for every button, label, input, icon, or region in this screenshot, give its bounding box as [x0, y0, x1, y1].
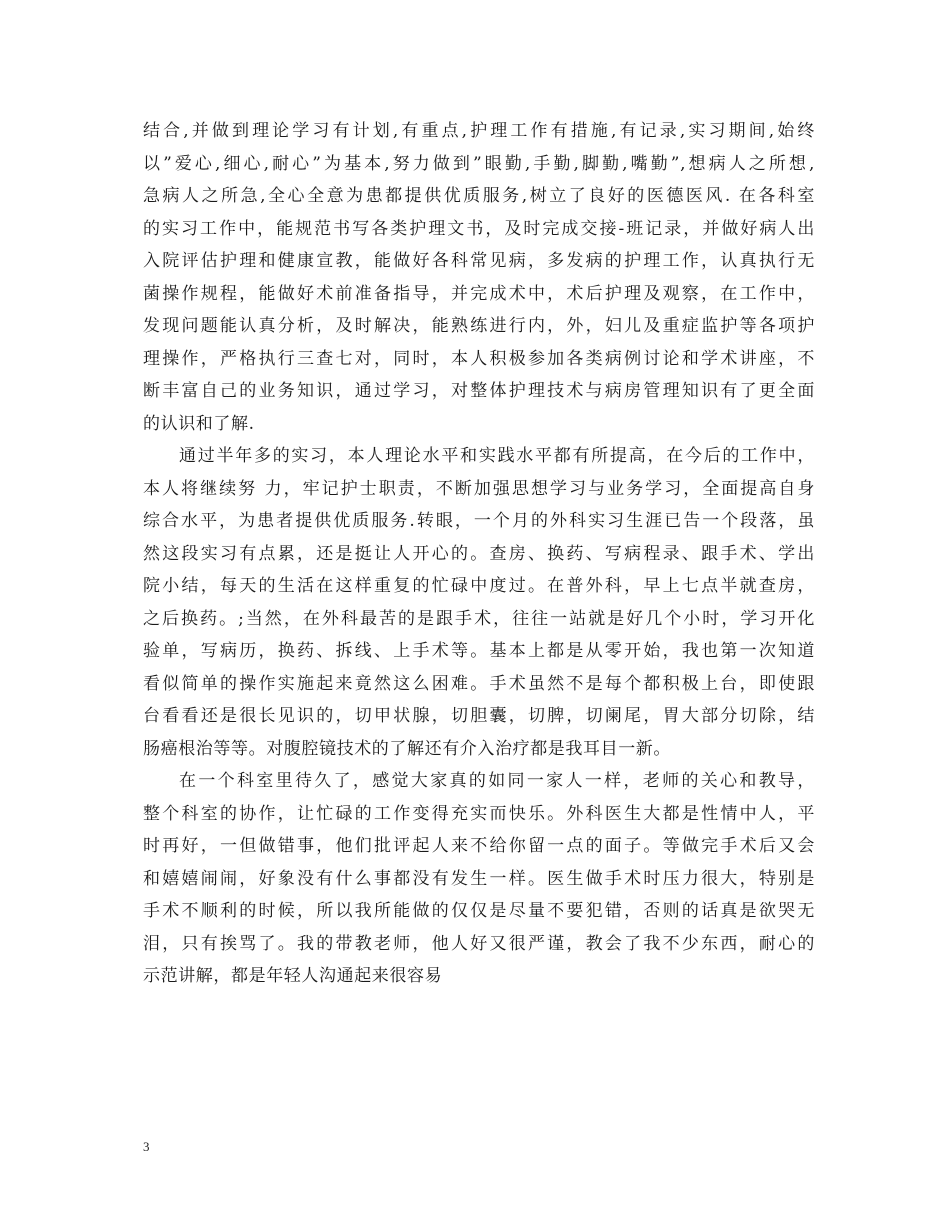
text-line: 台看看还是很长见识的，切甲状腺，切胆囊，切脾，切阑尾，胃大部分切除，结 [143, 706, 815, 726]
text-line: 时再好，一但做错事，他们批评起人来不给你留一点的面子。等做完手术后又会 [143, 836, 815, 856]
text-line: 理操作，严格执行三查七对，同时，本人积极参加各类病例讨论和学术讲座，不 [143, 348, 815, 369]
text-line: 的实习工作中，能规范书写各类护理文书，及时完成交接-班记录，并做好病人出 [143, 218, 815, 239]
text-line: 肠癌根治等等。对腹腔镜技术的了解还有介入治疗都是我耳目一新。 [143, 738, 671, 759]
text-line: 菌操作规程，能做好术前准备指导，并完成术中，术后护理及观察，在工作中， [143, 283, 815, 304]
body-text [143, 115, 815, 993]
text-line: 之后换药。;当然，在外科最苦的是跟手术，往往一站就是好几个小时，学习开化 [143, 608, 815, 629]
text-line: 整个科室的协作，让忙碌的工作变得充实而快乐。外科医生大都是性情中人，平 [143, 803, 815, 824]
text-line: 以”爱心,细心,耐心”为基本,努力做到”眼勤,手勤,脚勤,嘴勤”,想病人之所想, [143, 153, 815, 174]
text-line: 结合,并做到理论学习有计划,有重点,护理工作有措施,有记录,实习期间,始终 [143, 121, 815, 141]
text-line: 入院评估护理和健康宣教，能做好各科常见病，多发病的护理工作，认真执行无 [143, 251, 815, 271]
page-number: 3 [143, 1139, 150, 1154]
text-line: 看似简单的操作实施起来竟然这么困难。手术虽然不是每个都积极上台，即使跟 [143, 673, 815, 694]
text-line: 和嬉嬉闹闹，好象没有什么事都没有发生一样。医生做手术时压力很大，特别是 [143, 868, 815, 889]
text-line: 的认识和了解. [143, 413, 255, 434]
text-line: 发现问题能认真分析，及时解决，能熟练进行内，外，妇儿及重症监护等各项护 [143, 316, 815, 336]
text-line: 断丰富自己的业务知识，通过学习，对整体护理技术与病房管理知识有了更全面 [143, 381, 815, 401]
text-line: 手术不顺利的时候，所以我所能做的仅仅是尽量不要犯错，否则的话真是欲哭无 [143, 901, 815, 921]
text-line: 通过半年多的实习，本人理论水平和实践水平都有所提高，在今后的工作中， [179, 446, 815, 466]
text-line: 本人将继续努 力，牢记护士职责，不断加强思想学习与业务学习，全面提高自身 [143, 478, 815, 499]
text-line: 在一个科室里待久了，感觉大家真的如同一家人一样，老师的关心和教导， [179, 771, 815, 791]
paragraph [143, 765, 815, 993]
paragraph [143, 115, 815, 440]
text-line: 然这段实习有点累，还是挺让人开心的。查房、换药、写病程录、跟手术、学出 [143, 543, 815, 564]
text-line: 院小结，每天的生活在这样重复的忙碌中度过。在普外科，早上七点半就查房， [143, 576, 815, 596]
text-line: 示范讲解，都是年轻人沟通起来很容易 [143, 966, 443, 986]
text-line: 急病人之所急,全心全意为患都提供优质服务,树立了良好的医德医风. 在各科室 [143, 186, 815, 206]
text-line: 综合水平，为患者提供优质服务.转眼，一个月的外科实习生涯已告一个段落，虽 [143, 511, 815, 531]
paragraph [143, 440, 815, 765]
text-line: 泪，只有挨骂了。我的带教老师，他人好又很严谨，教会了我不少东西，耐心的 [143, 933, 815, 954]
text-line: 验单，写病历，换药、拆线、上手术等。基本上都是从零开始，我也第一次知道 [143, 641, 815, 661]
